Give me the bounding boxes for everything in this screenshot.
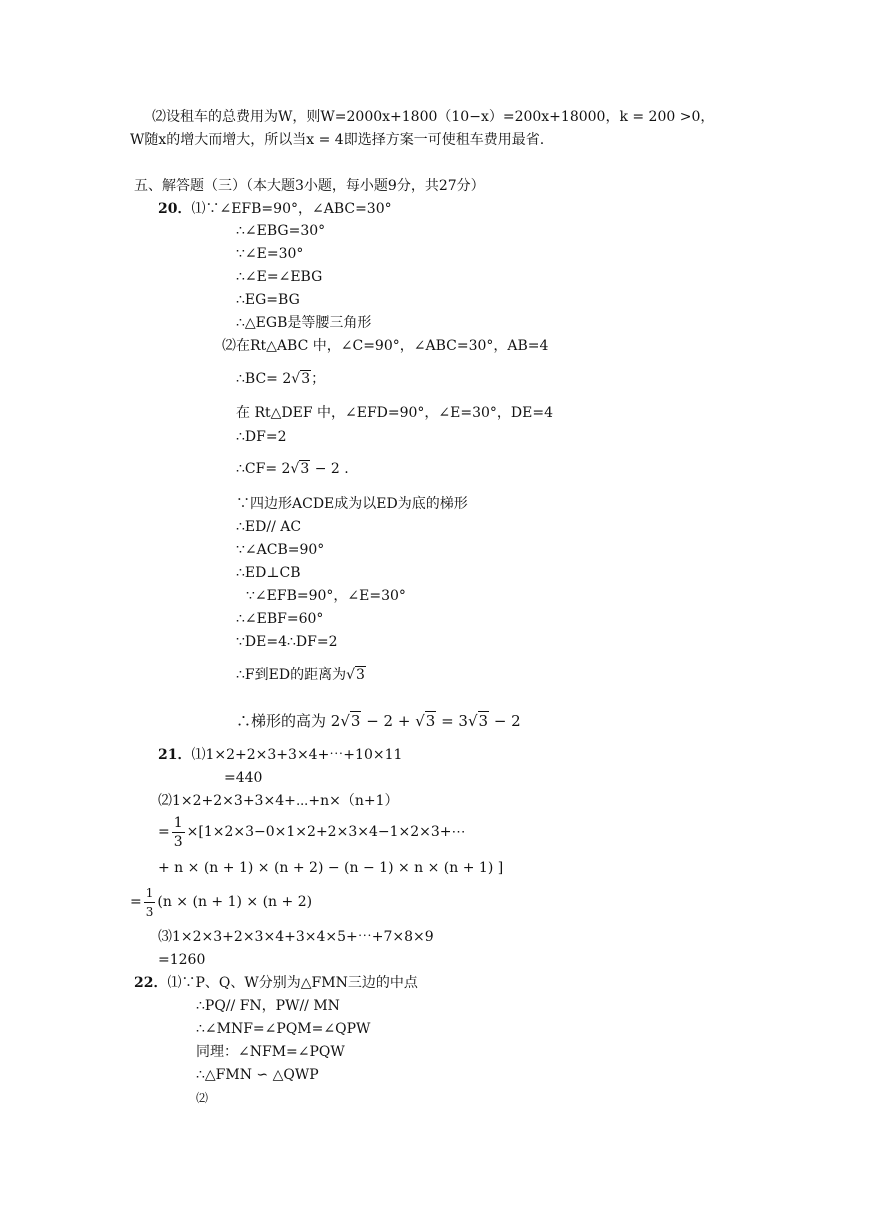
math-line <box>236 369 325 389</box>
sqrt-radical: √3 <box>291 371 311 387</box>
math-text: = <box>130 894 142 910</box>
text-line: ∵四边形ACDE成为以ED为底的梯形 <box>236 496 468 512</box>
radicand: 3 <box>300 461 310 477</box>
text-line: ∵∠EFB=90°，∠E=30° <box>246 588 406 604</box>
question-line <box>158 745 402 765</box>
radicand: 3 <box>478 712 489 730</box>
text-line: ∴DF=2 <box>236 429 287 445</box>
text-line: ⑴∵∠EFB=90°，∠ABC=30° <box>191 201 392 217</box>
text-line: + n × (n + 1) × (n + 2) − (n − 1) × n × (n + 1) ] <box>158 860 504 876</box>
text-line: ⑴∵P、Q、W分别为△FMN三边的中点 <box>167 975 418 991</box>
math-text: = <box>158 824 170 840</box>
text-line: ∵DE=4∴DF=2 <box>236 634 338 650</box>
question-number: 21． <box>158 747 192 763</box>
math-text: − 2 . <box>310 461 349 477</box>
math-text: ∴CF= 2 <box>236 461 291 477</box>
question-number: 22． <box>134 975 168 991</box>
math-text: ∴BC= 2 <box>236 371 292 387</box>
math-text: (n × (n + 1) × (n + 2) <box>157 894 313 910</box>
text-line: ⑶1×2×3+2×3×4+3×4×5+⋯+7×8×9 <box>158 929 434 945</box>
text-line: W随x的增大而增大，所以当x = 4即选择方案一可使租车费用最省. <box>130 132 545 148</box>
text-line: ∴∠MNF=∠PQM=∠QPW <box>196 1021 371 1037</box>
math-text: = 3 <box>436 712 468 730</box>
fraction <box>172 814 185 851</box>
text-line: ∴ED⊥CB <box>236 565 301 581</box>
text-line: ⑵设租车的总费用为W，则W=2000x+1800（10−x）=200x+18000，k = 200 >0， <box>152 109 715 125</box>
text-line: ∴PQ// FN，PW// MN <box>196 998 340 1014</box>
text-line: ⑵在Rt△ABC 中，∠C=90°，∠ABC=30°，AB=4 <box>222 338 549 354</box>
math-line <box>130 882 312 922</box>
radicand: 3 <box>425 712 436 730</box>
numerator: 1 <box>144 884 156 903</box>
math-text: ∴F到ED的距离为 <box>236 667 347 683</box>
sqrt-radical: √3 <box>415 712 436 730</box>
sqrt-radical: √3 <box>340 712 361 730</box>
question-line <box>134 973 418 993</box>
text-line: ∴∠EBF=60° <box>236 611 324 627</box>
math-text: − 2 <box>489 712 521 730</box>
radicand: 3 <box>301 371 311 387</box>
text-line: ∵∠ACB=90° <box>236 542 325 558</box>
math-text: ； <box>311 371 326 387</box>
text-line: ∴△FMN ∽ △QWP <box>196 1067 319 1083</box>
text-line: ⑵ <box>196 1091 209 1105</box>
math-line <box>236 711 521 731</box>
section-heading: 五、解答题（三）（本大题3小题，每小题9分，共27分） <box>134 178 485 194</box>
denominator: 3 <box>173 833 183 850</box>
math-text: ×[1×2×3−0×1×2+2×3×4−1×2×3+⋯ <box>186 824 466 840</box>
math-line <box>236 459 349 479</box>
text-line: 在 Rt△DEF 中，∠EFD=90°，∠E=30°，DE=4 <box>236 405 554 421</box>
question-line <box>158 199 392 219</box>
fraction <box>144 884 156 921</box>
text-line: ∵∠E=30° <box>236 246 304 262</box>
denominator: 3 <box>145 904 154 919</box>
question-number: 20． <box>158 201 192 217</box>
math-line <box>158 812 466 852</box>
text-line: ⑵1×2+2×3+3×4+⋯+n×（n+1） <box>158 793 399 809</box>
sqrt-radical: √3 <box>467 712 489 730</box>
numerator: 1 <box>173 814 183 831</box>
text-line: ∴ED// AC <box>236 519 302 535</box>
text-line: =1260 <box>158 952 206 968</box>
math-text: − 2 + <box>361 712 416 730</box>
text-line: 同理：∠NFM=∠PQW <box>196 1044 345 1060</box>
text-line: ∴EG=BG <box>236 292 300 308</box>
text-line: ⑴1×2+2×3+3×4+⋯+10×11 <box>191 747 403 763</box>
text-line: ∴△EGB是等腰三角形 <box>236 315 372 331</box>
math-line <box>236 665 366 685</box>
text-line: ∴∠E=∠EBG <box>236 269 323 285</box>
radicand: 3 <box>350 712 361 730</box>
text-line: =440 <box>224 770 263 786</box>
sqrt-radical: √3 <box>290 461 310 477</box>
radicand: 3 <box>356 667 365 683</box>
math-text: ∴梯形的高为 2 <box>236 712 341 730</box>
text-line: ∴∠EBG=30° <box>236 223 326 239</box>
sqrt-radical: √3 <box>346 667 365 683</box>
